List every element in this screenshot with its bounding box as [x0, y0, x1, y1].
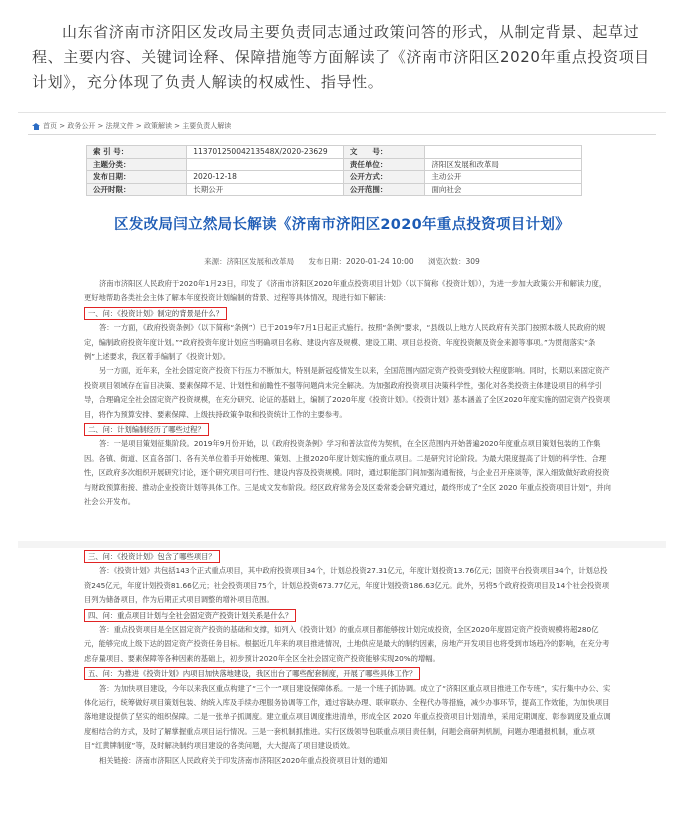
mode-value: 主动公开: [425, 171, 582, 184]
subject-label: 主题分类：: [87, 158, 187, 171]
date-label: 发布日期：: [87, 171, 187, 184]
index-value: 11370125004213548X/2020-23629: [187, 146, 344, 159]
answer-4: 答：重点投资项目是全区固定资产投资的基础和支撑，如列入《投资计划》的重点项目都能够按计划完成投资，全区2020年度固定资产投资规模将超280亿元，能够完成上级下达的固定资产投资任务目标。根据近几年来的项目推进情况，土地供应是最大的制约因素，房地产开发项目也将受到市场趋冷的影响，在充分考虑存量项目、要素保障等各种因素的基础上，初步预计2020年全区全社会固定资产投资能够实现20%的增幅。: [84, 625, 610, 663]
source-views: 浏览次数：309: [428, 257, 480, 266]
document-title: 区发改局闫立然局长解读《济南市济阳区2020年重点投资项目计划》: [114, 217, 570, 233]
metadata-table: [86, 145, 582, 196]
breadcrumb-text[interactable]: 首页 > 政务公开 > 法规文件 > 政策解读 > 主要负责人解读: [43, 122, 232, 130]
source-line: [18, 256, 666, 267]
breadcrumb[interactable]: [32, 121, 231, 131]
answer-5: 答：为加快项目建设，今年以来我区重点构建了“三个一”项目建设保障体系。一是一个班子抓协调。成立了“济阳区重点项目推进工作专班”，实行集中办公、实体化运行，统筹做好项目策划包装、纳统入库及手续办理服务协调等工作，通过容缺办理、联审联办、全程代办等措施，减少办事环节，提高工作效能，为加快项目落地建设提供了坚实的组织保障。二是一张单子抓调度。建立重点项目调度推进清单，形成全区 2020 年重点投资项目计划清单，采用定期调度、彰参调度及重点调度相结合的方式，及时了解掌握重点项目运行情况。三是一套机制抓推进。实行区级领导包联重点项目责任制，问题会商研判机制，问题办理通报机制，重点项目“红黄牌制度”等，及时解决制约项目建设的各类问题，大大提高了项目建设质效。: [84, 683, 611, 751]
question-2: 二、问：计划编制经历了哪些过程？: [84, 423, 209, 436]
answer-3: 答：《投资计划》共包括143个正式重点项目，其中政府投资项目34个，计划总投资27.31亿元，年度计划投资13.76亿元；国资平台投资项目34个，计划总投资245亿元，年度计划投资81.66亿元；社会投资项目75个，计划总投资673.77亿元，年度计划投资186.63亿元。此外，另将5个政府投资项目及14个社会投资项目列为储备项目，作为后期正式项目调整的增补项目范围。: [84, 566, 610, 605]
term-value: 长期公开: [187, 183, 344, 196]
question-1: 一、问：《投资计划》制定的背景是什么？: [84, 307, 227, 320]
intro-text: 济南市济阳区人民政府于2020年1月23日，印发了《济南市济阳区2020年重点投资项目计划》（以下简称《投资计划》），为进一步加大政策公开和解读力度，更好地帮助各类社会主体了解本年度投资计划编制的背景、过程等具体情况，现进行如下解读：: [84, 279, 607, 303]
body-part-2: [84, 549, 612, 768]
question-5: 五、问：为推进《投资计划》内项目加快落地建设，我区出台了哪些配套制度，开展了哪些具体工作？: [84, 667, 420, 680]
scope-label: 公开范围：: [343, 183, 424, 196]
body-part-1: [84, 277, 612, 510]
term-label: 公开时限：: [87, 183, 187, 196]
section-gap: [18, 541, 666, 548]
intro-paragraph: 山东省济南市济阳区发改局主要负责同志通过政策问答的形式，从制定背景、起草过程、主要内容、关键词诠释、保障措施等方面解读了《济南市济阳区2020年重点投资项目计划》，充分体现了负责人解读的权威性、指导性。: [32, 23, 650, 91]
source-time: 发布日期：2020-01-24 10:00: [308, 257, 414, 266]
scope-value: 面向社会: [425, 183, 582, 196]
date-value: 2020-12-18: [187, 171, 344, 184]
mode-label: 公开方式：: [343, 171, 424, 184]
answer-1a: 答：一方面，《政府投资条例》（以下简称“条例”）已于2019年7月1日起正式施行。按照“条例”要求，“县级以上地方人民政府有关部门按照本级人民政府的规定，编制政府投资年度计划。”“政府投资年度计划应当明确项目名称、建设内容及规模、建设工期、项目总投资、年度投资额及资金来源等事项。”为贯彻落实“条例”上述要求，我区着手编制了《投资计划》。: [84, 323, 606, 362]
answer-1b: 另一方面，近年来，全社会固定资产投资下行压力不断加大，特别是新冠疫情发生以来，全国范围内固定资产投资受到较大程度影响。同时，长期以来固定资产投资项目领域存在盲目决策、要素保障不足、计划性和前瞻性不强等问题尚未完全解决。为加强政府投资项目决策科学性，强化对各类投资主体建设项目的科学引导，合理确定全社会固定资产投资规模，在充分研究、论证的基础上，编制了2020年度《投资计划》。《投资计划》基本涵盖了全区2020年度实施的固定资产投资项目，将作为预算安排、要素保障、上级扶持政策争取和投资统计工作的主要参考。: [84, 366, 611, 419]
index-label: 索 引 号：: [87, 146, 187, 159]
question-4: 四、问：重点项目计划与全社会固定资产投资计划关系是什么？: [84, 609, 296, 622]
divider: [28, 134, 656, 135]
org-value: 济阳区发展和改革局: [425, 158, 582, 171]
related-link[interactable]: 相关链接：济南市济阳区人民政府关于印发济南市济阳区2020年重点投资项目计划的通知: [99, 755, 388, 765]
question-3: 三、问：《投资计划》包含了哪些项目？: [84, 550, 220, 563]
docno-value: [425, 146, 582, 159]
answer-2: 答：一是项目策划征集阶段。2019年9月份开始，以《政府投资条例》学习和普法宣传为契机，在全区范围内开始普遍2020年度重点项目策划包装的工作集因。各镇、街道、区直各部门、各有关单位着手开始梳理、策划、上报2020年度计划实施的重点项目。二是研究讨论阶段。为最大限度提高了计划的科学性、合理性，区政府多次组织开展研究讨论，逐个研究项目可行性、建设内容及投资规模。同时，通过职能部门间加强沟通衔接，与企业召开座谈等，深入细致做好政府投资与财政预算衔接、推动企业投资计划等具体工作。三是成文发布阶段。经区政府常务会及区委常委会研究通过，最终形成了“全区 2020 年重点投资项目计划”，并向社会公开发布。: [84, 439, 611, 507]
org-label: 责任单位：: [343, 158, 424, 171]
source-from: 来源：济阳区发展和改革局: [204, 257, 295, 266]
subject-value: [187, 158, 344, 171]
document-screenshot: [18, 112, 666, 820]
docno-label: 文 号：: [343, 146, 424, 159]
home-icon[interactable]: [32, 123, 40, 130]
